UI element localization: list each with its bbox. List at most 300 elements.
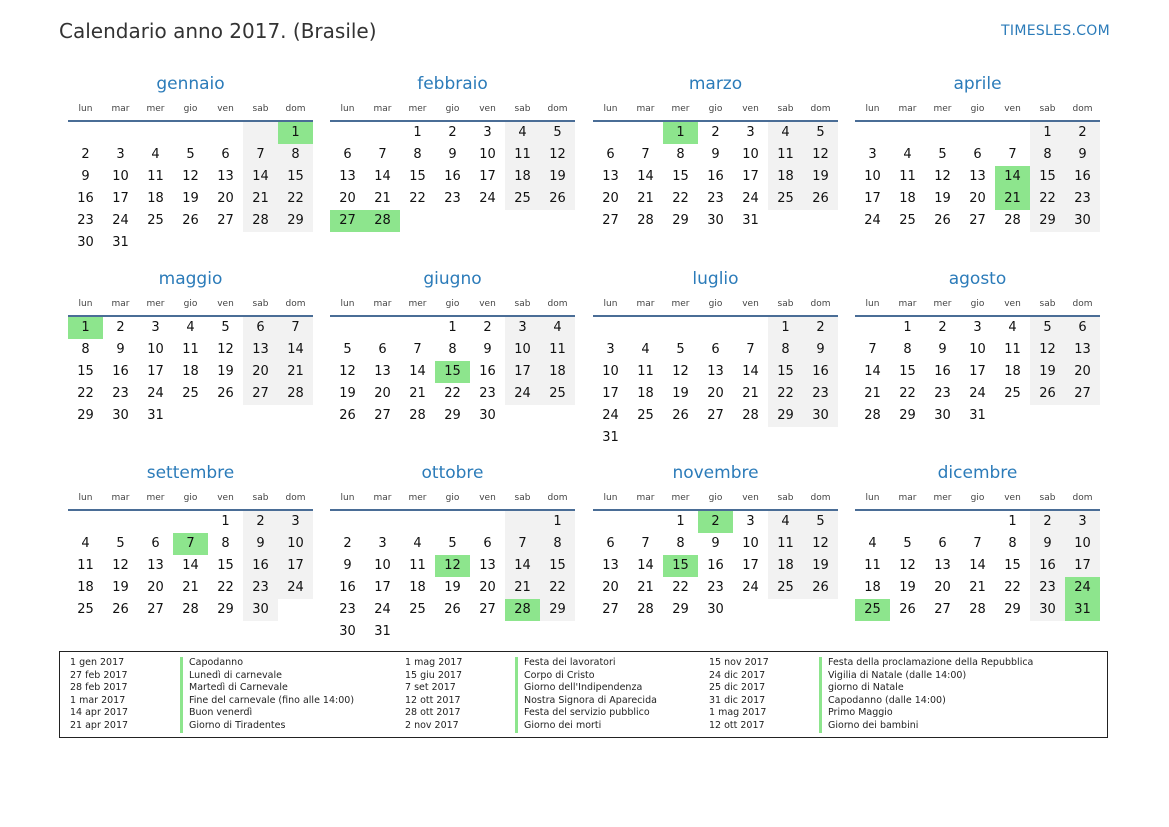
day-cell: 11 [864,558,881,573]
day-cell: 28 [243,210,278,232]
holiday-name: Giorno dei morti [515,720,601,733]
day-cell: 24 [864,213,881,228]
day-cell: 30 [112,408,129,423]
holiday-name: Vigilia di Natale (dalle 14:00) [819,670,966,683]
holiday-name: giorno di Natale [819,682,904,695]
day-cell: 13 [934,558,951,573]
day-cell: 27 [969,213,986,228]
day-cell: 2 [711,125,720,140]
weekday-label: ven [742,299,759,309]
empty-cell [593,122,628,144]
day-cell: 24 [112,213,129,228]
day-cell: 3 [483,125,492,140]
weekday-header [330,487,575,511]
weekday-label: sab [252,104,269,114]
day-cell: 6 [378,342,387,357]
day-cell: 14 [278,339,313,361]
day-cell: 13 [339,169,356,184]
empty-cell [138,511,173,533]
day-cell: 18 [409,580,426,595]
day-cell: 19 [540,166,575,188]
day-cell: 9 [711,536,720,551]
weekday-label: mer [408,493,427,503]
holiday-row [405,707,657,720]
day-cell: 21 [182,580,199,595]
day-grid [68,122,313,254]
day-cell: 16 [112,364,129,379]
day-cell: 5 [221,320,230,335]
day-cell: 23 [479,386,496,401]
day-cell: 18 [899,191,916,206]
day-cell: 3 [606,342,615,357]
month-name: settembre [146,463,235,483]
day-cell: 13 [243,339,278,361]
holiday-date: 12 ott 2017 [709,719,765,731]
month-maggio [68,265,313,427]
weekday-label: mer [933,299,952,309]
holiday-row [405,657,657,670]
day-cell: 9 [483,342,492,357]
holiday-date: 28 feb 2017 [70,682,128,694]
day-cell: 22 [409,191,426,206]
day-cell: 1 [413,125,422,140]
day-cell: 29 [672,602,689,617]
weekday-label: lun [340,299,355,309]
weekday-label: lun [865,493,880,503]
weekday-header [855,487,1100,511]
weekday-label: sab [777,299,794,309]
weekday-label: mar [111,104,130,114]
day-cell: 17 [969,364,986,379]
empty-cell [173,511,208,533]
day-cell: 27 [243,383,278,405]
holiday-day-cell: 2 [698,511,733,533]
day-cell: 15 [217,558,234,573]
day-cell: 27 [707,408,724,423]
day-cell: 31 [969,408,986,423]
day-cell: 5 [186,147,195,162]
empty-cell [960,122,995,144]
holiday-date: 7 set 2017 [405,682,456,694]
weekday-label: mar [898,104,917,114]
holiday-name: Festa del servizio pubblico [515,707,650,720]
day-cell: 1 [903,320,912,335]
day-cell: 29 [1004,602,1021,617]
empty-cell [243,122,278,144]
day-grid [593,511,838,621]
day-cell: 15 [278,166,313,188]
day-cell: 7 [243,144,278,166]
day-cell: 23 [77,213,94,228]
day-cell: 10 [742,147,759,162]
day-cell: 4 [1008,320,1017,335]
day-cell: 13 [217,169,234,184]
day-cell: 6 [1065,317,1100,339]
weekday-label: mer [671,493,690,503]
day-cell: 10 [864,169,881,184]
weekday-label: gio [445,104,460,114]
weekday-label: mer [933,104,952,114]
day-cell: 10 [742,536,759,551]
weekday-label: mar [111,493,130,503]
weekday-header [68,98,313,122]
day-cell: 26 [339,408,356,423]
month-name: ottobre [421,463,484,483]
empty-cell [593,317,628,339]
day-cell: 1 [1030,122,1065,144]
holiday-name: Primo Maggio [819,707,893,720]
day-cell: 22 [1004,580,1021,595]
holiday-name: Capodanno [180,657,243,670]
day-cell: 17 [742,558,759,573]
day-cell: 19 [112,580,129,595]
day-cell: 17 [479,169,496,184]
day-cell: 21 [637,580,654,595]
day-cell: 25 [409,602,426,617]
day-cell: 23 [1065,188,1100,210]
month-name: gennaio [156,74,225,94]
day-cell: 29 [217,602,234,617]
month-gennaio [68,70,313,254]
holiday-row [70,695,354,708]
day-cell: 6 [221,147,230,162]
month-settembre [68,459,313,621]
day-cell: 22 [444,386,461,401]
holiday-day-cell: 12 [435,555,470,577]
day-cell: 29 [899,408,916,423]
weekday-label: gio [445,299,460,309]
weekday-label: sab [1039,104,1056,114]
holiday-row [709,657,1033,670]
holiday-day-cell: 15 [435,361,470,383]
weekday-label: gio [445,493,460,503]
day-cell: 7 [1008,147,1017,162]
day-cell: 23 [707,191,724,206]
day-cell: 31 [112,235,129,250]
day-cell: 17 [278,555,313,577]
day-cell: 11 [899,169,916,184]
day-cell: 18 [768,166,803,188]
day-cell: 3 [746,514,755,529]
day-cell: 18 [147,191,164,206]
day-cell: 10 [505,339,540,361]
holiday-row [405,720,657,733]
weekday-header [330,293,575,317]
day-grid [330,317,575,427]
weekday-label: sab [777,104,794,114]
day-cell: 25 [637,408,654,423]
day-cell: 30 [339,624,356,639]
day-cell: 15 [540,555,575,577]
day-cell: 4 [81,536,90,551]
holiday-date: 1 mag 2017 [709,707,767,719]
day-cell: 9 [803,339,838,361]
weekday-header [593,293,838,317]
month-novembre [593,459,838,621]
weekday-header [855,98,1100,122]
day-cell: 20 [147,580,164,595]
holiday-name: Giorno di Tiradentes [180,720,285,733]
day-cell: 22 [672,580,689,595]
day-cell: 29 [540,599,575,621]
day-cell: 16 [934,364,951,379]
day-cell: 24 [505,383,540,405]
weekday-label: lun [865,104,880,114]
day-cell: 24 [278,577,313,599]
day-cell: 25 [147,213,164,228]
day-cell: 23 [707,580,724,595]
day-cell: 13 [602,558,619,573]
day-cell: 31 [742,213,759,228]
holiday-list [59,651,1108,738]
day-cell: 27 [147,602,164,617]
empty-cell [925,122,960,144]
day-cell: 22 [1030,188,1065,210]
holiday-column [405,657,657,733]
day-cell: 28 [409,408,426,423]
weekday-label: mar [898,299,917,309]
holiday-day-cell: 24 [1065,577,1100,599]
day-cell: 25 [77,602,94,617]
day-grid [68,511,313,621]
day-cell: 8 [540,533,575,555]
empty-cell [470,511,505,533]
day-cell: 3 [868,147,877,162]
holiday-date: 1 gen 2017 [70,657,125,668]
day-cell: 24 [479,191,496,206]
day-cell: 17 [112,191,129,206]
day-cell: 8 [768,339,803,361]
day-cell: 6 [151,536,160,551]
day-cell: 12 [934,169,951,184]
day-cell: 9 [448,147,457,162]
day-cell: 21 [969,580,986,595]
day-cell: 21 [278,361,313,383]
weekday-label: lun [340,104,355,114]
day-cell: 31 [147,408,164,423]
day-cell: 8 [221,536,230,551]
weekday-label: ven [479,493,496,503]
day-cell: 14 [182,558,199,573]
day-cell: 27 [374,408,391,423]
day-cell: 19 [182,191,199,206]
weekday-label: sab [514,493,531,503]
day-cell: 16 [77,191,94,206]
month-febbraio [330,70,575,232]
holiday-column [70,657,354,733]
day-cell: 26 [182,213,199,228]
holiday-row [405,695,657,708]
day-cell: 30 [243,599,278,621]
day-cell: 11 [77,558,94,573]
holiday-row [709,720,1033,733]
day-cell: 24 [374,602,391,617]
day-cell: 24 [742,580,759,595]
holiday-day-cell: 14 [995,166,1030,188]
weekday-label: lun [603,299,618,309]
month-name: marzo [688,74,743,94]
weekday-label: ven [742,104,759,114]
day-cell: 10 [969,342,986,357]
empty-cell [208,122,243,144]
weekday-label: sab [1039,299,1056,309]
day-cell: 6 [243,317,278,339]
day-cell: 30 [479,408,496,423]
day-cell: 4 [641,342,650,357]
day-cell: 9 [343,558,352,573]
day-cell: 3 [116,147,125,162]
day-cell: 16 [444,169,461,184]
day-cell: 27 [934,602,951,617]
day-cell: 20 [602,191,619,206]
day-cell: 15 [768,361,803,383]
day-cell: 12 [182,169,199,184]
day-cell: 1 [768,317,803,339]
day-cell: 16 [479,364,496,379]
holiday-row [70,670,354,683]
holiday-row [405,670,657,683]
day-cell: 8 [81,342,90,357]
day-cell: 16 [339,580,356,595]
day-cell: 26 [934,213,951,228]
day-cell: 26 [444,602,461,617]
day-cell: 20 [243,361,278,383]
empty-cell [103,122,138,144]
holiday-column [709,657,1033,733]
day-grid [855,122,1100,232]
day-cell: 4 [413,536,422,551]
day-cell: 12 [899,558,916,573]
day-cell: 21 [243,188,278,210]
empty-cell [628,511,663,533]
page-title: Calendario anno 2017. (Brasile) [59,19,377,43]
holiday-day-cell: 1 [663,122,698,144]
day-cell: 25 [182,386,199,401]
holiday-row [405,682,657,695]
day-cell: 21 [742,386,759,401]
day-cell: 29 [77,408,94,423]
empty-cell [505,511,540,533]
weekday-label: sab [514,299,531,309]
day-cell: 18 [505,166,540,188]
day-cell: 27 [1065,383,1100,405]
day-cell: 14 [864,364,881,379]
holiday-day-cell: 1 [68,317,103,339]
empty-cell [890,511,925,533]
holiday-row [709,695,1033,708]
holiday-name: Fine del carnevale (fino alle 14:00) [180,695,354,708]
weekday-label: dom [547,104,568,114]
weekday-label: mer [146,104,165,114]
day-cell: 11 [409,558,426,573]
day-cell: 8 [676,147,685,162]
weekday-header [855,293,1100,317]
day-cell: 7 [505,533,540,555]
day-cell: 25 [899,213,916,228]
weekday-label: dom [285,299,306,309]
holiday-date: 28 ott 2017 [405,707,461,719]
day-cell: 13 [1065,339,1100,361]
day-grid [330,511,575,643]
month-name: giugno [423,269,482,289]
holiday-day-cell: 7 [173,533,208,555]
holiday-date: 2 nov 2017 [405,719,459,731]
day-cell: 23 [112,386,129,401]
day-cell: 4 [903,147,912,162]
day-cell: 26 [217,386,234,401]
weekday-label: sab [514,104,531,114]
day-cell: 2 [1030,511,1065,533]
day-cell: 12 [1030,339,1065,361]
day-cell: 3 [278,511,313,533]
day-cell: 24 [602,408,619,423]
day-cell: 10 [374,558,391,573]
day-cell: 28 [637,213,654,228]
empty-cell [628,317,663,339]
day-cell: 12 [672,364,689,379]
day-cell: 12 [339,364,356,379]
weekday-label: mer [146,493,165,503]
weekday-label: ven [479,104,496,114]
brand-link[interactable]: TIMESLES.COM [1001,23,1110,39]
holiday-day-cell: 1 [278,122,313,144]
day-cell: 17 [147,364,164,379]
empty-cell [365,122,400,144]
weekday-label: lun [340,493,355,503]
empty-cell [365,511,400,533]
holiday-day-cell: 21 [995,188,1030,210]
weekday-label: ven [1004,493,1021,503]
weekday-label: mar [373,493,392,503]
day-cell: 28 [637,602,654,617]
weekday-label: ven [1004,104,1021,114]
day-cell: 28 [864,408,881,423]
day-cell: 2 [116,320,125,335]
weekday-label: dom [1072,299,1093,309]
day-cell: 23 [803,383,838,405]
day-cell: 17 [374,580,391,595]
month-ottobre [330,459,575,643]
weekday-label: mar [373,299,392,309]
day-cell: 25 [540,383,575,405]
weekday-label: sab [252,493,269,503]
day-cell: 26 [803,577,838,599]
day-cell: 5 [343,342,352,357]
weekday-label: sab [777,493,794,503]
day-cell: 10 [147,342,164,357]
weekday-label: dom [810,299,831,309]
day-cell: 3 [505,317,540,339]
weekday-label: mer [408,299,427,309]
day-cell: 6 [973,147,982,162]
day-cell: 17 [1065,555,1100,577]
day-cell: 18 [182,364,199,379]
day-cell: 28 [1004,213,1021,228]
empty-cell [68,122,103,144]
day-cell: 7 [868,342,877,357]
day-cell: 11 [637,364,654,379]
weekday-label: dom [810,104,831,114]
day-cell: 18 [768,555,803,577]
day-cell: 14 [742,364,759,379]
day-cell: 4 [505,122,540,144]
weekday-label: gio [970,104,985,114]
day-cell: 13 [479,558,496,573]
day-cell: 23 [934,386,951,401]
empty-cell [960,511,995,533]
day-cell: 4 [868,536,877,551]
holiday-day-cell: 28 [505,599,540,621]
